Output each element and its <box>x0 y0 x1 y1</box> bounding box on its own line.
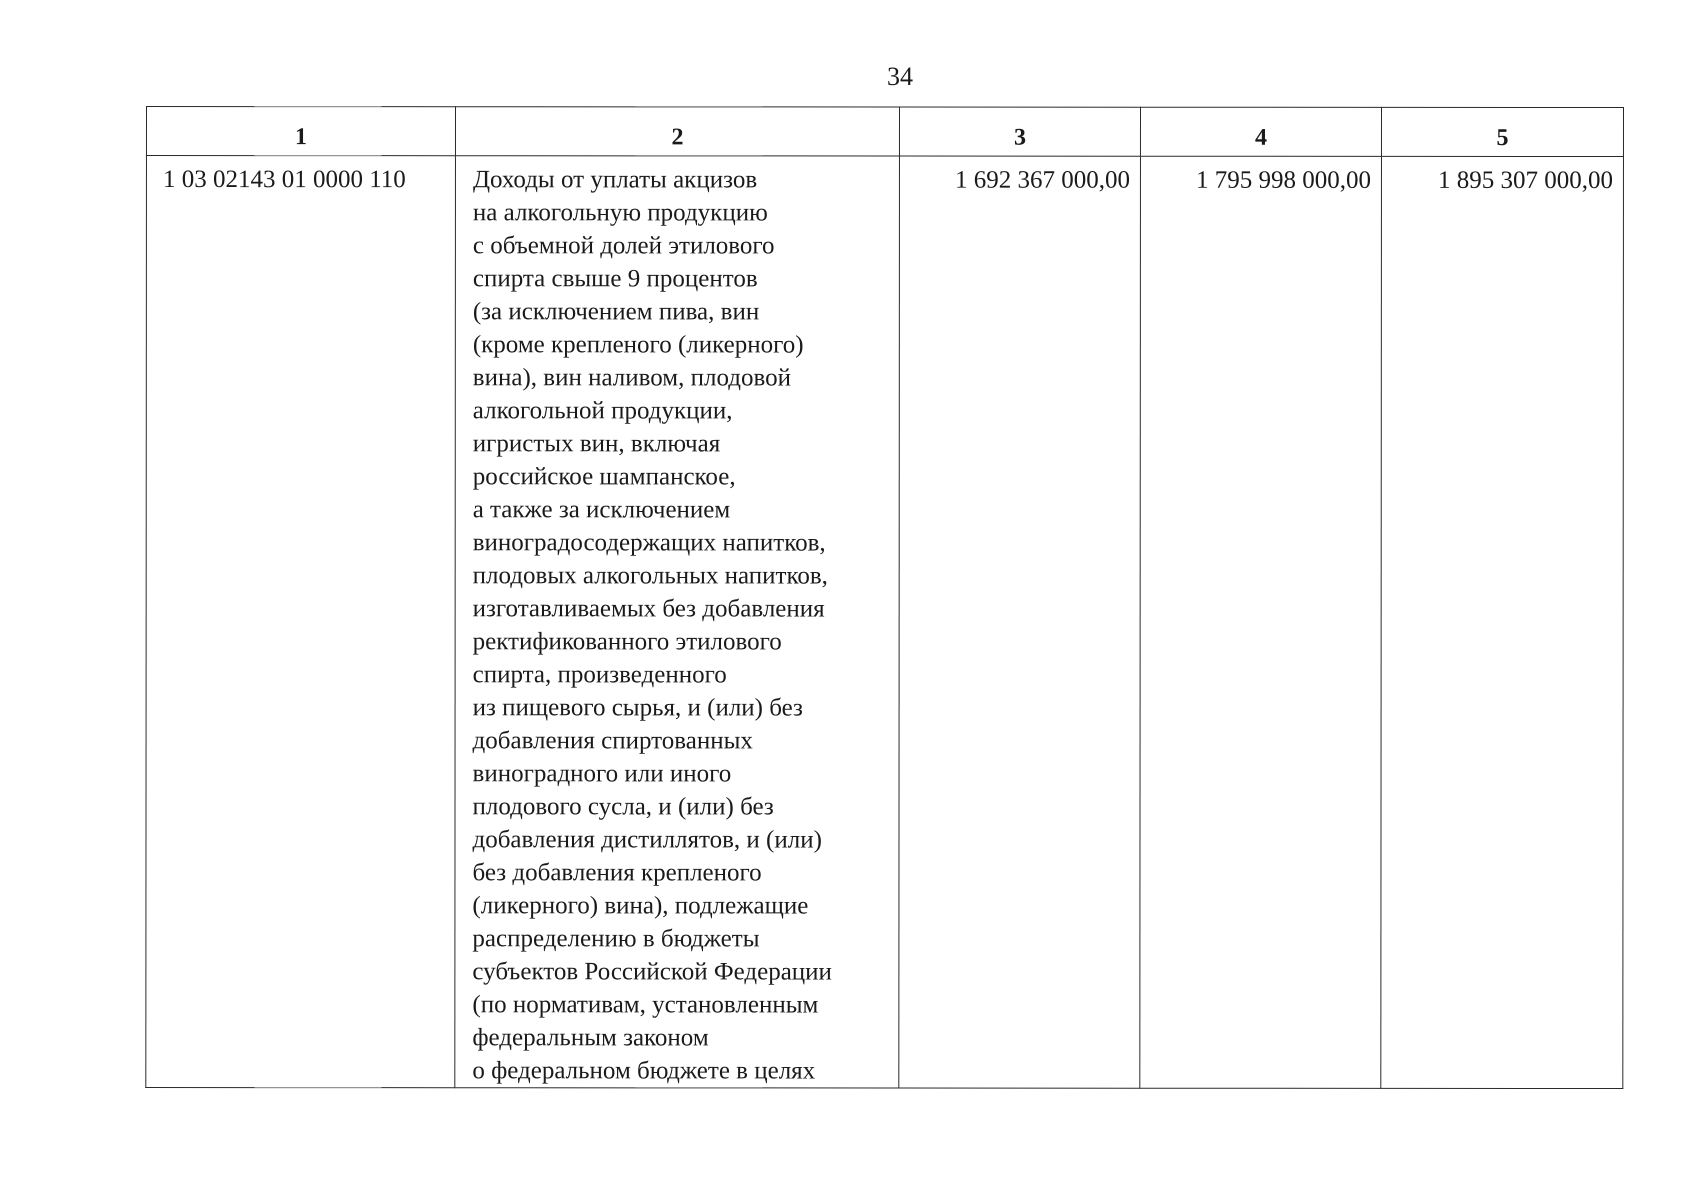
description-line: Доходы от уплаты акцизов <box>472 166 758 194</box>
description-line: на алкогольную продукцию <box>472 199 768 227</box>
description-line: федеральным законом <box>472 1024 709 1052</box>
description-line: виноградного или иного <box>472 760 732 788</box>
description-line: российское шампанское, <box>472 463 736 491</box>
description-line: спирта, произведенного <box>472 661 727 689</box>
amount-col-5: 1 895 307 000,00 <box>1381 156 1624 1088</box>
header-col-5: 5 <box>1381 107 1623 156</box>
description-line: алкогольной продукции, <box>472 397 733 425</box>
description-line: из пищевого сырья, и (или) без <box>472 694 803 722</box>
description-line: (по нормативам, установленным <box>472 991 819 1019</box>
description-line: игристых вин, включая <box>472 430 721 458</box>
description-line: добавления спиртованных <box>472 727 753 755</box>
description-line: субъектов Российской Федерации <box>472 958 832 986</box>
amount-col-4: 1 795 998 000,00 <box>1140 156 1382 1088</box>
description-line: спирта свыше 9 процентов <box>472 265 758 293</box>
description-line: плодовых алкогольных напитков, <box>472 562 828 590</box>
amount-col-3: 1 692 367 000,00 <box>899 156 1141 1088</box>
description-line: о федеральном бюджете в целях <box>472 1057 816 1085</box>
header-col-4: 4 <box>1140 107 1381 156</box>
header-row <box>146 107 1623 157</box>
budget-code-cell: 1 03 02143 01 0000 110 <box>146 156 456 1088</box>
description-line: распределению в бюджеты <box>472 925 760 953</box>
description-line: с объемной долей этилового <box>472 232 775 260</box>
description-line: (за исключением пива, вин <box>472 298 760 326</box>
description-line: изготавливаемых без добавления <box>472 595 825 623</box>
header-col-2: 2 <box>455 107 899 156</box>
description-cell <box>455 156 900 1088</box>
description-line: добавления дистиллятов, и (или) <box>472 826 822 854</box>
revenue-table <box>145 106 1624 1089</box>
header-col-3: 3 <box>899 107 1140 156</box>
description-line: а также за исключением <box>472 496 731 524</box>
description-line: вина), вин наливом, плодовой <box>472 364 792 392</box>
description-line: плодового сусла, и (или) без <box>472 793 774 821</box>
header-col-1: 1 <box>146 107 455 156</box>
description-line: без добавления крепленого <box>472 859 762 887</box>
description-line: виноградосодержащих напитков, <box>472 529 826 557</box>
page-number: 34 <box>887 62 913 91</box>
description-line: ректификованного этилового <box>472 628 782 656</box>
description-line: (ликерного) вина), подлежащие <box>472 892 809 920</box>
table-row <box>146 156 1624 1089</box>
description-line: (кроме крепленого (ликерного) <box>472 331 804 359</box>
